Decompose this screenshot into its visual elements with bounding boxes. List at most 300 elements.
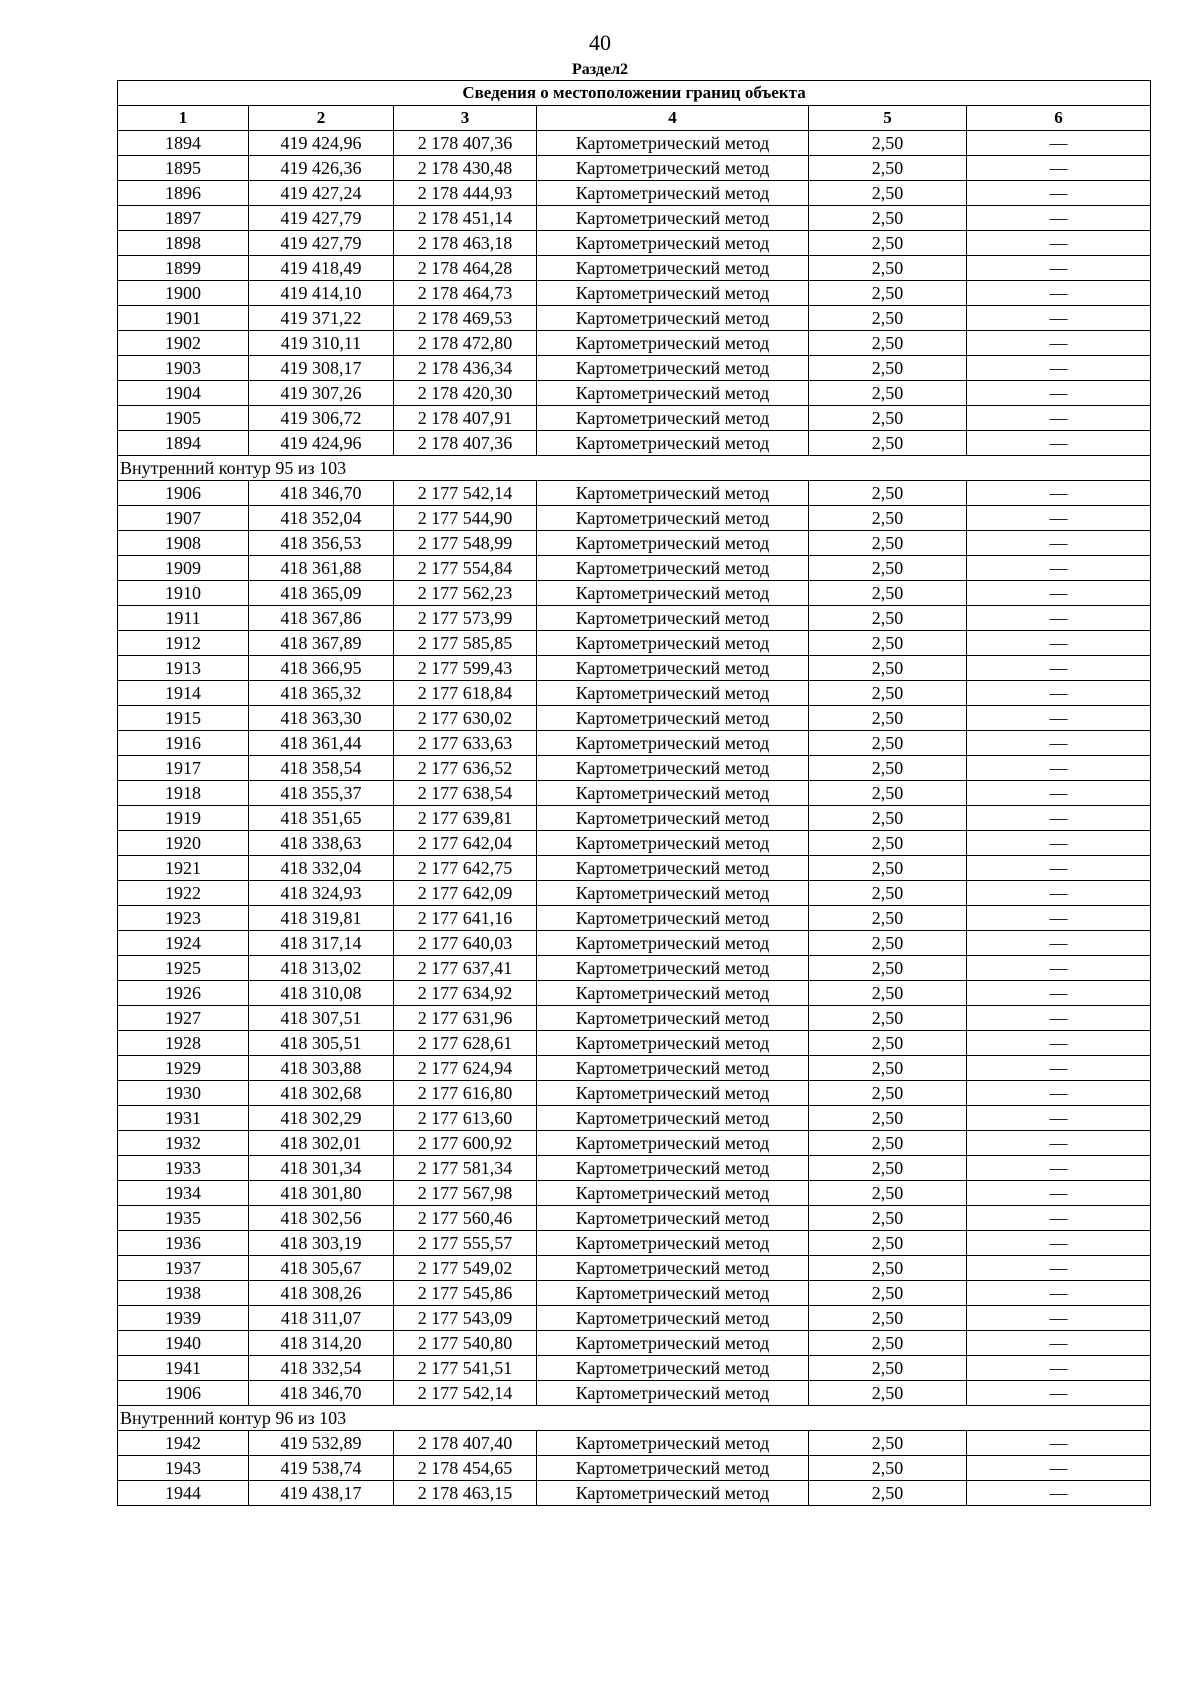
point-number-cell: 1911 [118, 606, 249, 631]
accuracy-cell: 2,50 [809, 1306, 967, 1331]
x-coordinate-cell: 418 301,34 [249, 1156, 394, 1181]
description-cell: — [967, 581, 1151, 606]
accuracy-cell: 2,50 [809, 931, 967, 956]
x-coordinate-cell: 418 311,07 [249, 1306, 394, 1331]
point-number-cell: 1939 [118, 1306, 249, 1331]
table-row [118, 356, 1151, 381]
accuracy-cell: 2,50 [809, 806, 967, 831]
accuracy-cell: 2,50 [809, 756, 967, 781]
y-coordinate-cell: 2 177 628,61 [394, 1031, 537, 1056]
point-number-cell: 1904 [118, 381, 249, 406]
description-cell: — [967, 131, 1151, 156]
method-cell: Картометрический метод [537, 1456, 809, 1481]
y-coordinate-cell: 2 178 444,93 [394, 181, 537, 206]
page-number: 40 [589, 30, 611, 55]
description-cell: — [967, 1181, 1151, 1206]
x-coordinate-cell: 419 532,89 [249, 1431, 394, 1456]
column-header: 4 [537, 106, 809, 131]
point-number-cell: 1907 [118, 506, 249, 531]
method-cell: Картометрический метод [537, 556, 809, 581]
accuracy-cell: 2,50 [809, 481, 967, 506]
description-cell: — [967, 1006, 1151, 1031]
description-cell: — [967, 931, 1151, 956]
table-row [118, 331, 1151, 356]
y-coordinate-cell: 2 177 631,96 [394, 1006, 537, 1031]
method-cell: Картометрический метод [537, 606, 809, 631]
y-coordinate-cell: 2 178 420,30 [394, 381, 537, 406]
y-coordinate-cell: 2 178 430,48 [394, 156, 537, 181]
method-cell: Картометрический метод [537, 581, 809, 606]
point-number-cell: 1914 [118, 681, 249, 706]
method-cell: Картометрический метод [537, 856, 809, 881]
table-row [118, 606, 1151, 631]
y-coordinate-cell: 2 177 637,41 [394, 956, 537, 981]
accuracy-cell: 2,50 [809, 731, 967, 756]
method-cell: Картометрический метод [537, 881, 809, 906]
point-number-cell: 1923 [118, 906, 249, 931]
description-cell: — [967, 1131, 1151, 1156]
x-coordinate-cell: 418 351,65 [249, 806, 394, 831]
method-cell: Картометрический метод [537, 156, 809, 181]
method-cell: Картометрический метод [537, 831, 809, 856]
x-coordinate-cell: 418 314,20 [249, 1331, 394, 1356]
column-header-row [118, 106, 1151, 131]
point-number-cell: 1930 [118, 1081, 249, 1106]
x-coordinate-cell: 418 303,88 [249, 1056, 394, 1081]
method-cell: Картометрический метод [537, 1106, 809, 1131]
table-row [118, 256, 1151, 281]
contour-label: Внутренний контур 95 из 103 [118, 456, 1151, 481]
x-coordinate-cell: 418 363,30 [249, 706, 394, 731]
point-number-cell: 1944 [118, 1481, 249, 1506]
table-row [118, 131, 1151, 156]
table-row [118, 531, 1151, 556]
x-coordinate-cell: 418 302,29 [249, 1106, 394, 1131]
y-coordinate-cell: 2 177 555,57 [394, 1231, 537, 1256]
table-row [118, 731, 1151, 756]
point-number-cell: 1895 [118, 156, 249, 181]
description-cell: — [967, 206, 1151, 231]
method-cell: Картометрический метод [537, 1056, 809, 1081]
accuracy-cell: 2,50 [809, 531, 967, 556]
method-cell: Картометрический метод [537, 906, 809, 931]
accuracy-cell: 2,50 [809, 1331, 967, 1356]
table-row [118, 181, 1151, 206]
table-row [118, 1006, 1151, 1031]
table-body [118, 131, 1151, 1506]
x-coordinate-cell: 418 302,01 [249, 1131, 394, 1156]
point-number-cell: 1900 [118, 281, 249, 306]
description-cell: — [967, 1106, 1151, 1131]
y-coordinate-cell: 2 178 407,91 [394, 406, 537, 431]
description-cell: — [967, 1456, 1151, 1481]
method-cell: Картометрический метод [537, 281, 809, 306]
accuracy-cell: 2,50 [809, 656, 967, 681]
accuracy-cell: 2,50 [809, 1431, 967, 1456]
accuracy-cell: 2,50 [809, 356, 967, 381]
point-number-cell: 1896 [118, 181, 249, 206]
x-coordinate-cell: 418 358,54 [249, 756, 394, 781]
point-number-cell: 1929 [118, 1056, 249, 1081]
accuracy-cell: 2,50 [809, 431, 967, 456]
column-header: 5 [809, 106, 967, 131]
y-coordinate-cell: 2 177 641,16 [394, 906, 537, 931]
table-row [118, 1181, 1151, 1206]
point-number-cell: 1936 [118, 1231, 249, 1256]
table-row [118, 1256, 1151, 1281]
point-number-cell: 1934 [118, 1181, 249, 1206]
point-number-cell: 1916 [118, 731, 249, 756]
x-coordinate-cell: 419 427,79 [249, 231, 394, 256]
x-coordinate-cell: 418 332,04 [249, 856, 394, 881]
point-number-cell: 1933 [118, 1156, 249, 1181]
y-coordinate-cell: 2 177 634,92 [394, 981, 537, 1006]
table-row [118, 1031, 1151, 1056]
y-coordinate-cell: 2 178 436,34 [394, 356, 537, 381]
accuracy-cell: 2,50 [809, 206, 967, 231]
x-coordinate-cell: 418 302,56 [249, 1206, 394, 1231]
description-cell: — [967, 481, 1151, 506]
description-cell: — [967, 606, 1151, 631]
x-coordinate-cell: 418 319,81 [249, 906, 394, 931]
point-number-cell: 1903 [118, 356, 249, 381]
y-coordinate-cell: 2 177 642,04 [394, 831, 537, 856]
table-row [118, 781, 1151, 806]
table-row [118, 206, 1151, 231]
y-coordinate-cell: 2 177 616,80 [394, 1081, 537, 1106]
accuracy-cell: 2,50 [809, 581, 967, 606]
table-row [118, 306, 1151, 331]
y-coordinate-cell: 2 177 581,34 [394, 1156, 537, 1181]
description-cell: — [967, 856, 1151, 881]
description-cell: — [967, 731, 1151, 756]
accuracy-cell: 2,50 [809, 906, 967, 931]
y-coordinate-cell: 2 177 618,84 [394, 681, 537, 706]
column-header: 2 [249, 106, 394, 131]
method-cell: Картометрический метод [537, 1031, 809, 1056]
point-number-cell: 1901 [118, 306, 249, 331]
x-coordinate-cell: 418 317,14 [249, 931, 394, 956]
y-coordinate-cell: 2 178 407,36 [394, 431, 537, 456]
accuracy-cell: 2,50 [809, 1056, 967, 1081]
description-cell: — [967, 1206, 1151, 1231]
point-number-cell: 1919 [118, 806, 249, 831]
x-coordinate-cell: 418 305,67 [249, 1256, 394, 1281]
x-coordinate-cell: 418 310,08 [249, 981, 394, 1006]
point-number-cell: 1909 [118, 556, 249, 581]
table-row [118, 581, 1151, 606]
table-row [118, 1106, 1151, 1131]
x-coordinate-cell: 418 332,54 [249, 1356, 394, 1381]
method-cell: Картометрический метод [537, 1306, 809, 1331]
method-cell: Картометрический метод [537, 1156, 809, 1181]
table-row [118, 231, 1151, 256]
x-coordinate-cell: 418 367,86 [249, 606, 394, 631]
table-row [118, 1081, 1151, 1106]
point-number-cell: 1927 [118, 1006, 249, 1031]
contour-row [118, 1406, 1151, 1431]
method-cell: Картометрический метод [537, 431, 809, 456]
method-cell: Картометрический метод [537, 381, 809, 406]
x-coordinate-cell: 419 424,96 [249, 431, 394, 456]
method-cell: Картометрический метод [537, 631, 809, 656]
description-cell: — [967, 881, 1151, 906]
point-number-cell: 1935 [118, 1206, 249, 1231]
x-coordinate-cell: 419 306,72 [249, 406, 394, 431]
y-coordinate-cell: 2 177 642,75 [394, 856, 537, 881]
y-coordinate-cell: 2 177 642,09 [394, 881, 537, 906]
table-row [118, 631, 1151, 656]
accuracy-cell: 2,50 [809, 881, 967, 906]
column-header: 1 [118, 106, 249, 131]
accuracy-cell: 2,50 [809, 1381, 967, 1406]
table-caption: Сведения о местоположении границ объекта [118, 81, 1151, 106]
description-cell: — [967, 1331, 1151, 1356]
y-coordinate-cell: 2 177 540,80 [394, 1331, 537, 1356]
method-cell: Картометрический метод [537, 981, 809, 1006]
x-coordinate-cell: 419 310,11 [249, 331, 394, 356]
x-coordinate-cell: 418 301,80 [249, 1181, 394, 1206]
x-coordinate-cell: 419 424,96 [249, 131, 394, 156]
accuracy-cell: 2,50 [809, 1481, 967, 1506]
description-cell: — [967, 831, 1151, 856]
column-header: 6 [967, 106, 1151, 131]
table-row [118, 806, 1151, 831]
point-number-cell: 1912 [118, 631, 249, 656]
method-cell: Картометрический метод [537, 206, 809, 231]
description-cell: — [967, 331, 1151, 356]
x-coordinate-cell: 418 365,09 [249, 581, 394, 606]
description-cell: — [967, 1431, 1151, 1456]
point-number-cell: 1898 [118, 231, 249, 256]
x-coordinate-cell: 418 346,70 [249, 1381, 394, 1406]
accuracy-cell: 2,50 [809, 331, 967, 356]
point-number-cell: 1931 [118, 1106, 249, 1131]
accuracy-cell: 2,50 [809, 1206, 967, 1231]
table-row [118, 1481, 1151, 1506]
table-row [118, 706, 1151, 731]
x-coordinate-cell: 419 427,79 [249, 206, 394, 231]
table-row [118, 381, 1151, 406]
method-cell: Картометрический метод [537, 1181, 809, 1206]
contour-label: Внутренний контур 96 из 103 [118, 1406, 1151, 1431]
accuracy-cell: 2,50 [809, 1006, 967, 1031]
x-coordinate-cell: 418 303,19 [249, 1231, 394, 1256]
x-coordinate-cell: 418 361,88 [249, 556, 394, 581]
description-cell: — [967, 506, 1151, 531]
method-cell: Картометрический метод [537, 931, 809, 956]
accuracy-cell: 2,50 [809, 306, 967, 331]
point-number-cell: 1926 [118, 981, 249, 1006]
table-row [118, 556, 1151, 581]
accuracy-cell: 2,50 [809, 1031, 967, 1056]
y-coordinate-cell: 2 178 469,53 [394, 306, 537, 331]
point-number-cell: 1925 [118, 956, 249, 981]
accuracy-cell: 2,50 [809, 956, 967, 981]
accuracy-cell: 2,50 [809, 981, 967, 1006]
method-cell: Картометрический метод [537, 1006, 809, 1031]
method-cell: Картометрический метод [537, 356, 809, 381]
accuracy-cell: 2,50 [809, 156, 967, 181]
accuracy-cell: 2,50 [809, 1256, 967, 1281]
method-cell: Картометрический метод [537, 131, 809, 156]
y-coordinate-cell: 2 178 407,40 [394, 1431, 537, 1456]
description-cell: — [967, 1481, 1151, 1506]
x-coordinate-cell: 418 338,63 [249, 831, 394, 856]
x-coordinate-cell: 418 356,53 [249, 531, 394, 556]
method-cell: Картометрический метод [537, 406, 809, 431]
y-coordinate-cell: 2 177 541,51 [394, 1356, 537, 1381]
point-number-cell: 1894 [118, 131, 249, 156]
method-cell: Картометрический метод [537, 531, 809, 556]
y-coordinate-cell: 2 177 640,03 [394, 931, 537, 956]
table-row [118, 406, 1151, 431]
description-cell: — [967, 656, 1151, 681]
accuracy-cell: 2,50 [809, 281, 967, 306]
point-number-cell: 1937 [118, 1256, 249, 1281]
table-row [118, 931, 1151, 956]
description-cell: — [967, 531, 1151, 556]
x-coordinate-cell: 418 308,26 [249, 1281, 394, 1306]
x-coordinate-cell: 418 361,44 [249, 731, 394, 756]
point-number-cell: 1940 [118, 1331, 249, 1356]
description-cell: — [967, 1031, 1151, 1056]
y-coordinate-cell: 2 177 624,94 [394, 1056, 537, 1081]
accuracy-cell: 2,50 [809, 1456, 967, 1481]
method-cell: Картометрический метод [537, 656, 809, 681]
x-coordinate-cell: 418 366,95 [249, 656, 394, 681]
accuracy-cell: 2,50 [809, 1131, 967, 1156]
table-row [118, 1381, 1151, 1406]
point-number-cell: 1913 [118, 656, 249, 681]
accuracy-cell: 2,50 [809, 856, 967, 881]
table-row [118, 956, 1151, 981]
x-coordinate-cell: 418 302,68 [249, 1081, 394, 1106]
point-number-cell: 1894 [118, 431, 249, 456]
accuracy-cell: 2,50 [809, 1156, 967, 1181]
y-coordinate-cell: 2 177 585,85 [394, 631, 537, 656]
description-cell: — [967, 1281, 1151, 1306]
description-cell: — [967, 806, 1151, 831]
y-coordinate-cell: 2 177 600,92 [394, 1131, 537, 1156]
method-cell: Картометрический метод [537, 1081, 809, 1106]
accuracy-cell: 2,50 [809, 831, 967, 856]
table-row [118, 481, 1151, 506]
description-cell: — [967, 256, 1151, 281]
description-cell: — [967, 906, 1151, 931]
x-coordinate-cell: 419 418,49 [249, 256, 394, 281]
x-coordinate-cell: 419 307,26 [249, 381, 394, 406]
point-number-cell: 1902 [118, 331, 249, 356]
table-row [118, 1331, 1151, 1356]
point-number-cell: 1908 [118, 531, 249, 556]
description-cell: — [967, 156, 1151, 181]
description-cell: — [967, 1081, 1151, 1106]
point-number-cell: 1941 [118, 1356, 249, 1381]
y-coordinate-cell: 2 177 630,02 [394, 706, 537, 731]
accuracy-cell: 2,50 [809, 706, 967, 731]
table-row [118, 1231, 1151, 1256]
point-number-cell: 1906 [118, 1381, 249, 1406]
x-coordinate-cell: 418 305,51 [249, 1031, 394, 1056]
table-row [118, 1056, 1151, 1081]
method-cell: Картометрический метод [537, 256, 809, 281]
accuracy-cell: 2,50 [809, 1281, 967, 1306]
y-coordinate-cell: 2 178 464,73 [394, 281, 537, 306]
point-number-cell: 1921 [118, 856, 249, 881]
method-cell: Картометрический метод [537, 956, 809, 981]
description-cell: — [967, 756, 1151, 781]
accuracy-cell: 2,50 [809, 556, 967, 581]
method-cell: Картометрический метод [537, 1331, 809, 1356]
method-cell: Картометрический метод [537, 481, 809, 506]
description-cell: — [967, 356, 1151, 381]
y-coordinate-cell: 2 177 549,02 [394, 1256, 537, 1281]
description-cell: — [967, 181, 1151, 206]
table-row [118, 881, 1151, 906]
method-cell: Картометрический метод [537, 1131, 809, 1156]
x-coordinate-cell: 418 355,37 [249, 781, 394, 806]
point-number-cell: 1920 [118, 831, 249, 856]
x-coordinate-cell: 418 324,93 [249, 881, 394, 906]
description-cell: — [967, 431, 1151, 456]
description-cell: — [967, 1306, 1151, 1331]
table-row [118, 506, 1151, 531]
description-cell: — [967, 231, 1151, 256]
accuracy-cell: 2,50 [809, 231, 967, 256]
y-coordinate-cell: 2 177 638,54 [394, 781, 537, 806]
x-coordinate-cell: 419 308,17 [249, 356, 394, 381]
y-coordinate-cell: 2 178 464,28 [394, 256, 537, 281]
table-row [118, 1131, 1151, 1156]
point-number-cell: 1942 [118, 1431, 249, 1456]
y-coordinate-cell: 2 177 573,99 [394, 606, 537, 631]
accuracy-cell: 2,50 [809, 606, 967, 631]
description-cell: — [967, 1231, 1151, 1256]
method-cell: Картометрический метод [537, 1431, 809, 1456]
accuracy-cell: 2,50 [809, 781, 967, 806]
point-number-cell: 1915 [118, 706, 249, 731]
x-coordinate-cell: 419 438,17 [249, 1481, 394, 1506]
method-cell: Картометрический метод [537, 1356, 809, 1381]
point-number-cell: 1918 [118, 781, 249, 806]
method-cell: Картометрический метод [537, 506, 809, 531]
table-row [118, 1306, 1151, 1331]
table-row [118, 156, 1151, 181]
x-coordinate-cell: 419 426,36 [249, 156, 394, 181]
x-coordinate-cell: 419 427,24 [249, 181, 394, 206]
y-coordinate-cell: 2 177 554,84 [394, 556, 537, 581]
method-cell: Картометрический метод [537, 1256, 809, 1281]
method-cell: Картометрический метод [537, 1481, 809, 1506]
description-cell: — [967, 1056, 1151, 1081]
table-row [118, 981, 1151, 1006]
accuracy-cell: 2,50 [809, 1231, 967, 1256]
point-number-cell: 1897 [118, 206, 249, 231]
accuracy-cell: 2,50 [809, 681, 967, 706]
accuracy-cell: 2,50 [809, 256, 967, 281]
table-row [118, 656, 1151, 681]
x-coordinate-cell: 418 307,51 [249, 1006, 394, 1031]
x-coordinate-cell: 419 538,74 [249, 1456, 394, 1481]
point-number-cell: 1922 [118, 881, 249, 906]
description-cell: — [967, 381, 1151, 406]
accuracy-cell: 2,50 [809, 381, 967, 406]
x-coordinate-cell: 418 346,70 [249, 481, 394, 506]
x-coordinate-cell: 418 365,32 [249, 681, 394, 706]
y-coordinate-cell: 2 177 545,86 [394, 1281, 537, 1306]
table-row [118, 281, 1151, 306]
